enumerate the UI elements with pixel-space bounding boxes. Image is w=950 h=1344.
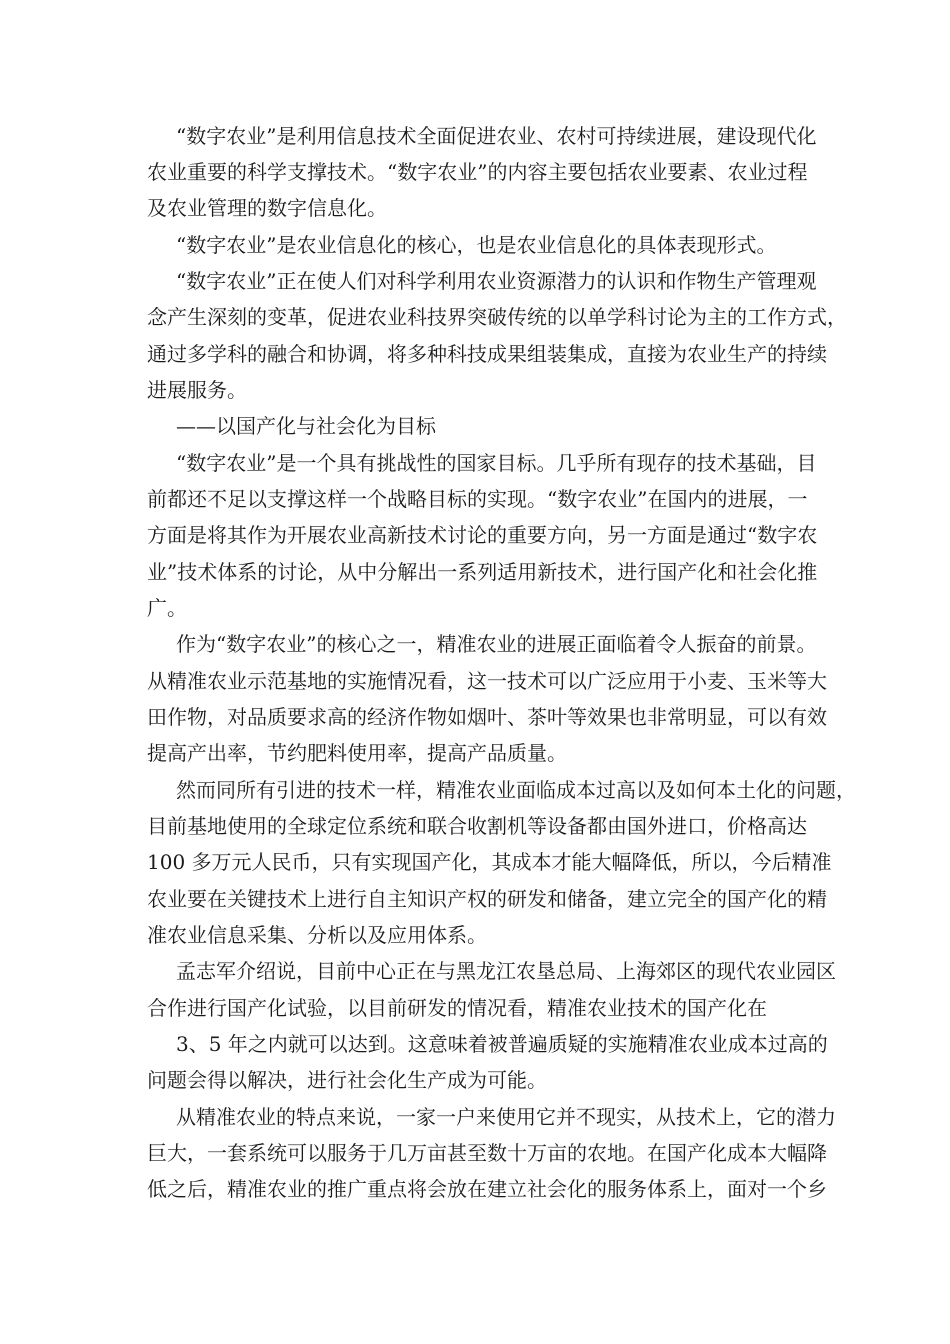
text-line: 作为“数字农业”的核心之一，精准农业的进展正面临着令人振奋的前景。 <box>176 632 817 656</box>
text-line: 及农业管理的数字信息化。 <box>147 196 387 220</box>
text-line: 目前基地使用的全球定位系统和联合收割机等设备都由国外进口，价格高达 <box>147 814 807 838</box>
text-line: “数字农业”是一个具有挑战性的国家目标。几乎所有现存的技术基础，目 <box>176 451 817 475</box>
text-line: 问题会得以解决，进行社会化生产成为可能。 <box>147 1068 547 1092</box>
text-line: 然而同所有引进的技术一样，精准农业面临成本过高以及如何本土化的问题， <box>176 778 856 802</box>
text-line: 广。 <box>147 596 187 620</box>
text-line: 准农业信息采集、分析以及应用体系。 <box>147 923 487 947</box>
text-line: 100 多万元人民币，只有实现国产化，其成本才能大幅降低，所以，今后精准 <box>147 850 832 874</box>
text-line: 业”技术体系的讨论，从中分解出一系列适用新技术，进行国产化和社会化推 <box>147 560 818 584</box>
text-line: 低之后，精准农业的推广重点将会放在建立社会化的服务体系上，面对一个乡 <box>147 1177 827 1201</box>
text-line: 通过多学科的融合和协调，将多种科技成果组装集成，直接为农业生产的持续 <box>147 342 827 366</box>
text-line: 从精准农业示范基地的实施情况看，这一技术可以广泛应用于小麦、玉米等大 <box>147 669 827 693</box>
text-line: 孟志军介绍说，目前中心正在与黑龙江农垦总局、上海郊区的现代农业园区 <box>176 959 836 983</box>
text-line: 农业重要的科学支撑技术。“数字农业”的内容主要包括农业要素、农业过程 <box>147 160 808 184</box>
text-line: 合作进行国产化试验，以目前研发的情况看，精准农业技术的国产化在 <box>147 996 767 1020</box>
text-line: 巨大，一套系统可以服务于几万亩甚至数十万亩的农地。在国产化成本大幅降 <box>147 1141 827 1165</box>
text-line: “数字农业”是利用信息技术全面促进农业、农村可持续进展，建设现代化 <box>176 124 817 148</box>
text-line: 提高产出率，节约肥料使用率，提高产品质量。 <box>147 741 567 765</box>
text-line: 前都还不足以支撑这样一个战略目标的实现。“数字农业”在国内的进展，一 <box>147 487 808 511</box>
text-line: 念产生深刻的变革，促进农业科技界突破传统的以单学科讨论为主的工作方式， <box>147 305 847 329</box>
text-line: “数字农业”是农业信息化的核心，也是农业信息化的具体表现形式。 <box>176 233 777 257</box>
text-line: 3、5 年之内就可以达到。这意味着被普遍质疑的实施精准农业成本过高的 <box>176 1032 828 1056</box>
text-line: 田作物，对品质要求高的经济作物如烟叶、茶叶等效果也非常明显，可以有效 <box>147 705 827 729</box>
text-line: 农业要在关键技术上进行自主知识产权的研发和储备，建立完全的国产化的精 <box>147 887 827 911</box>
text-line: 进展服务。 <box>147 378 247 402</box>
text-line: 从精准农业的特点来说，一家一户来使用它并不现实，从技术上，它的潜力 <box>176 1105 836 1129</box>
text-line: “数字农业”正在使人们对科学利用农业资源潜力的认识和作物生产管理观 <box>176 269 817 293</box>
section-heading: ——以国产化与社会化为目标 <box>176 414 436 438</box>
text-line: 方面是将其作为开展农业高新技术讨论的重要方向，另一方面是通过“数字农 <box>147 523 818 547</box>
